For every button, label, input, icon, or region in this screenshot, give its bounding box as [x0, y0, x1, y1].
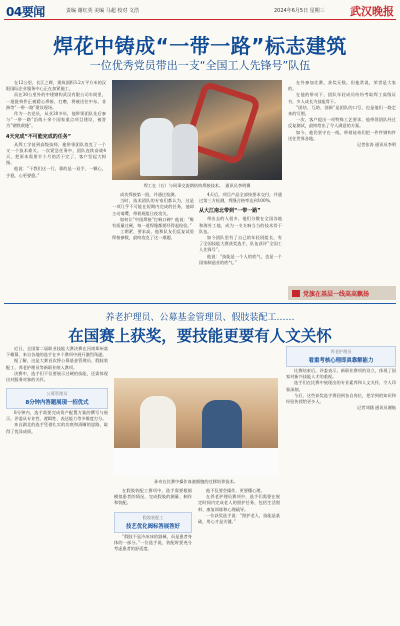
second-headline: 在国赛上获奖，要技能更要有人文关怀 — [68, 327, 332, 345]
paragraph: 一次，客户提出一项特殊工艺要求，他带领团队经过反复测试，最终给出了令人满意的方案。 — [288, 117, 396, 129]
second-kicker: 养老护理员、公募基金管理员、假肢装配工…… — [105, 313, 295, 323]
box-title: 看重考核心理即真靠解能力 — [308, 358, 374, 364]
newspaper-logo: 武汉晚报 — [350, 5, 394, 18]
paragraph: 他说：“干我们这一行，靠的是一双手、一颗心，手稳，心更要稳。” — [6, 166, 106, 178]
paragraph: 从焊工学徒到高级技师，他带领团队攻克了一个又一个技术难关。一次紧急任务中，团队连续奋战4天，把原本需要半个月的活干完了，客户竖起大拇指。 — [6, 141, 106, 166]
paragraph: 如何让“中国焊接”打响口碑？他说：“唯有质量过硬，每一道焊缝都要经得起检验。” — [112, 216, 194, 229]
paragraph: 比赛结束后，评委表示，新职业赛项的设立，体现了国家对新兴技能人才的重视。 — [286, 368, 396, 380]
byline: 记者刘涵 通讯员谢航 — [356, 405, 396, 411]
flag-icon — [292, 290, 300, 297]
paragraph: 成功焊接第一批，并通过检测。 — [120, 192, 179, 197]
section-heading: 4天完成“不可能完成的任务” — [6, 133, 72, 140]
box-title: 技艺优化阀标答展答好 — [126, 524, 180, 530]
paragraph: 8分钟内，选手需要完成资产配置方案的撰写与展示，评委从专业性、逻辑性、表达能力等多维度打分。 — [6, 410, 108, 422]
paragraph: 工期紧、要求高，他和队友们反复试验焊接参数，最终攻克了这一难题。 — [112, 229, 194, 241]
bottom-col-2a — [114, 488, 192, 508]
paragraph: 如今团队里有了自己的年轻班组长，有了全国技能大赛获奖选手，队伍获评“全国工人先锋号”。 — [199, 235, 282, 253]
page-header — [4, 3, 396, 20]
box-tag: 公募管理员 — [46, 391, 68, 396]
bottom-col-2b — [114, 534, 192, 622]
paragraph: “团结、互助、创新”是团队的口号，也是他们一路走来的写照。 — [288, 104, 396, 117]
section-box-eldercare — [286, 346, 396, 367]
paragraph: 他说：“技能是一个人的底气，也是一个国家制造业的底气。” — [199, 253, 282, 265]
paragraph: 而在30公里外的中建钢构武汉有限公司车间里，一批批构件正被精心焊接、打磨，将被送往中东、非洲等“一带一路”建设现场。 — [6, 92, 106, 110]
banner-label: 党旗在基层一线高高飘扬 — [303, 290, 370, 298]
top-col-3 — [199, 192, 282, 298]
paragraph: 在假肢装配工赛项中，选手需要根据模拟患者的情况，完成假肢的测量、制作和装配。 — [114, 488, 192, 506]
paragraph: 在12公里，长江之畔，建筑面积3.2万平方米的汉阳国际企业服务中心正在加紧施工。 — [6, 80, 106, 92]
paragraph: 他不仅要会操作，更要懂心理。 — [206, 488, 265, 493]
box-tag: 假肢装配工 — [142, 515, 164, 520]
section-box-fund — [6, 388, 108, 409]
competition-photo — [114, 378, 278, 476]
top-col-1 — [6, 80, 106, 298]
article-divider — [4, 303, 396, 304]
paragraph: 决赛中，选手们不仅要展示过硬的技能，还需体现出对服务对象的关怀。 — [6, 370, 108, 383]
paragraph: 作为一名党员，从业20多年，他带领团队先后参与“一带一路”沿线十余个国家重点项目建设，被誉为“钢铁裁缝”。 — [6, 111, 106, 129]
paragraph: 来自湖北的选手凭借扎实的功底和清晰的思路，取得了优异成绩。 — [6, 422, 108, 434]
paragraph: “假肢不是冷冰冰的器械，而是患者身体的一部分。”一位选手说，装配时要充分考虑患者的舒适度。 — [114, 534, 192, 552]
paragraph: 如今，他仍坚守在一线，带着徒弟们把一件件钢构件送往世界各地。 — [288, 129, 396, 141]
paragraph: 据了解，这是大赛首次将公募基金管理员、假肢装配工、养老护理员等新职业纳入赛项。 — [6, 358, 108, 370]
paragraph: 近日，全国第二届职业技能大赛决赛在河南郑州落下帷幕，来自各地的选手在多个赛项中展开激烈角逐。 — [6, 346, 108, 358]
paragraph: 在养老护理员赛项中，选手们需要在规定时间内完成老人的照护任务，包括生活照料、康复训练和心理疏导。 — [198, 494, 280, 512]
paragraph: 在他的带动下，团队年轻成员纷纷考取焊工高级证书，多人成长为技能骨干。 — [288, 92, 396, 104]
photo-caption: 焊工在（右）与同事交流钢结构焊接技术。 通讯员李明摄 — [143, 183, 251, 188]
paragraph: 选手们在比赛中展现出的专业素养和人文关怀，令人印象深刻。 — [286, 380, 396, 392]
byline: 记者张涛 通讯员李明 — [356, 142, 396, 148]
top-col-2 — [112, 192, 194, 298]
paragraph: 在外参加比赛，获奖无数。但他常说，荣誉是大家的。 — [288, 80, 396, 92]
top-col-4 — [288, 80, 396, 284]
photo-worker-shape — [140, 118, 174, 176]
paragraph: 当时，技术团队的专家们都认为，这是一项几乎不可能在短期内完成的任务，他却主动请缨，带着班组日夜攻关。 — [112, 198, 194, 216]
bottom-col-1a — [6, 346, 108, 386]
page-number: 04要闻 — [6, 5, 45, 19]
paragraph: 今后，这些获奖选手将回到各自岗位，把学到的知识和经验传授给更多人。 — [286, 392, 396, 405]
issue-date: 2024年6月5日 星期三 — [274, 8, 325, 14]
section-box-prosthetics — [114, 512, 192, 533]
main-headline: 焊花中铸成“一带一路”标志建筑 — [53, 34, 347, 58]
bottom-col-1b — [6, 410, 108, 622]
paragraph: 4天后，项目产品全部按要求交付，并通过第三方检测，焊缝合格率达到100%。 — [199, 192, 282, 204]
paragraph: 一位获奖选手说：“照护老人，技能是基础，用心才是关键。” — [198, 512, 280, 525]
photo-bed-shape — [114, 448, 278, 476]
paragraph: 带出去的人很多，他们分散在全国各地和海外工地，成为一支支响当当的技术骨干队伍。 — [199, 216, 282, 234]
photo-worker-shape — [172, 124, 198, 176]
box-tag: 养老护理员 — [330, 349, 352, 354]
editor-credits: 责编 谢红英 美编 马超 校对 文浩 — [66, 8, 139, 14]
party-banner — [288, 286, 396, 300]
box-title: 8分钟内答题展现一招优式 — [25, 400, 89, 406]
section-heading: 从大江南北带到“一带一路” — [199, 208, 261, 215]
welding-photo — [112, 80, 282, 180]
main-subheadline: 一位优秀党员带出一支“全国工人先锋号”队伍 — [89, 59, 311, 72]
bottom-col-4 — [286, 368, 396, 622]
bottom-col-3 — [198, 488, 280, 622]
photo-caption: 孙奇在比赛中操作血液细胞的迁移培养技术。 — [154, 479, 238, 484]
